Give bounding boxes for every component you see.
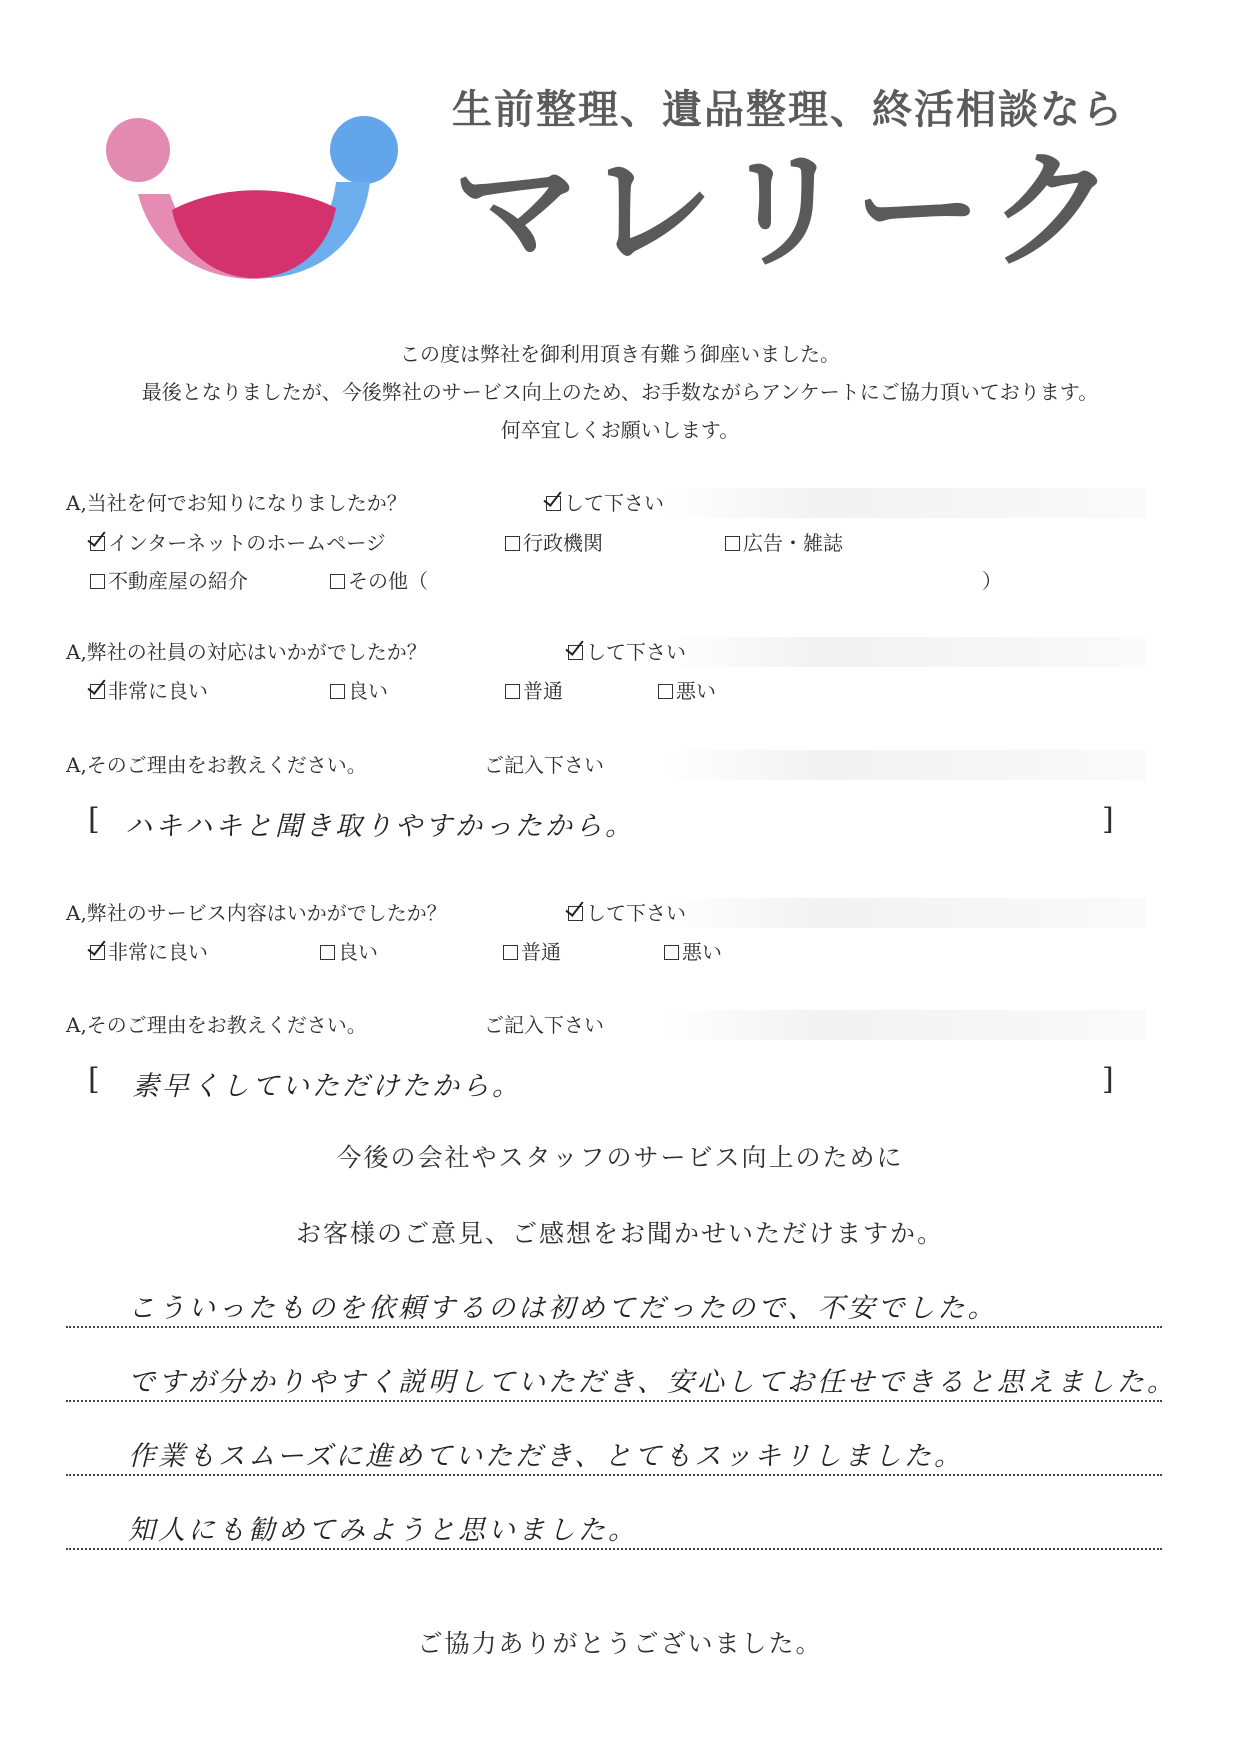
q2-option-bad[interactable]: 悪い xyxy=(658,676,716,706)
question-5 xyxy=(66,1010,1146,1040)
checkbox-icon[interactable] xyxy=(725,536,740,551)
check-hint: して下さい xyxy=(568,637,686,667)
checkbox-icon[interactable] xyxy=(90,945,105,960)
question-text: A,そのご理由をお教えください。 xyxy=(66,1013,367,1037)
checkbox-icon[interactable] xyxy=(658,684,673,699)
feedback-prompt-2: お客様のご意見、ご感想をお聞かせいただけますか。 xyxy=(295,1219,944,1248)
option-government[interactable]: 行政機関 xyxy=(505,528,603,558)
intro-line: 最後となりましたが、今後弊社のサービス向上のため、お手数ながらアンケートにご協力頂いております。 xyxy=(141,380,1099,404)
answer-open-bracket: [ xyxy=(88,1062,100,1097)
question-text: A,そのご理由をお教えください。 xyxy=(66,753,367,777)
q4-option-good[interactable]: 良い xyxy=(320,937,378,967)
feedback-prompt-1: 今後の会社やスタッフのサービス向上のために xyxy=(336,1143,904,1172)
question-3 xyxy=(66,750,1146,780)
answer-close-bracket: ] xyxy=(1102,1062,1114,1097)
brand-name: マレリーク xyxy=(452,137,1123,286)
option-internet[interactable]: インターネットのホームページ xyxy=(90,528,386,558)
write-hint: ご記入下さい xyxy=(484,753,604,777)
logo-blue-dot xyxy=(330,116,398,184)
q2-option-very-good[interactable]: 非常に良い xyxy=(90,676,208,706)
checkbox-icon[interactable] xyxy=(90,536,105,551)
q2-option-good[interactable]: 良い xyxy=(330,676,388,706)
ruled-line xyxy=(66,1548,1162,1550)
option-other[interactable]: その他（ xyxy=(330,566,428,596)
intro-text xyxy=(0,335,1240,449)
intro-line: 何卒宜しくお願いします。 xyxy=(500,418,740,442)
logo-mark xyxy=(100,112,420,292)
feedback-line: こういったものを依頼するのは初めてだったので、不安でした。 xyxy=(128,1293,998,1324)
checkbox-icon[interactable] xyxy=(503,945,518,960)
checkbox-icon[interactable] xyxy=(664,945,679,960)
checkbox-icon xyxy=(568,906,583,921)
answer-close-bracket: ] xyxy=(1102,802,1114,837)
other-close-paren: ） xyxy=(982,569,1002,593)
feedback-line: 知人にも勧めてみようと思いました。 xyxy=(128,1515,638,1546)
write-hint: ご記入下さい xyxy=(484,1013,604,1037)
checkbox-icon[interactable] xyxy=(330,684,345,699)
question-text: A,弊社の社員の対応はいかがでしたか？ xyxy=(66,640,427,664)
feedback-line: 作業もスムーズに進めていただき、とてもスッキリしました。 xyxy=(128,1441,964,1472)
logo-pink-dot xyxy=(106,118,170,182)
answer-text: 素早くしていただけたから。 xyxy=(132,1071,522,1102)
answer-open-bracket: [ xyxy=(88,802,100,837)
checkbox-icon[interactable] xyxy=(330,574,345,589)
checkbox-icon[interactable] xyxy=(505,536,520,551)
checkbox-icon xyxy=(568,645,583,660)
tagline: 生前整理、遺品整理、終活相談なら xyxy=(452,87,1124,133)
question-4 xyxy=(66,898,1146,928)
answer-text: ハキハキと聞き取りやすかったから。 xyxy=(125,811,635,842)
intro-line: この度は弊社を御利用頂き有難う御座いました。 xyxy=(400,342,840,366)
q4-option-bad[interactable]: 悪い xyxy=(664,937,722,967)
question-2 xyxy=(66,637,1146,667)
question-text: A,当社を何でお知りになりましたか？ xyxy=(66,491,407,515)
q4-option-average[interactable]: 普通 xyxy=(503,937,561,967)
option-realestate[interactable]: 不動産屋の紹介 xyxy=(90,566,248,596)
ruled-line xyxy=(66,1326,1162,1328)
checkbox-icon xyxy=(546,496,561,511)
closing-message: ご協力ありがとうございました。 xyxy=(417,1629,823,1658)
ruled-line xyxy=(66,1400,1162,1402)
option-ads[interactable]: 広告・雑誌 xyxy=(725,528,843,558)
feedback-line: ですが分かりやすく説明していただき、安心してお任せできると思えました。 xyxy=(128,1367,1177,1398)
q4-option-very-good[interactable]: 非常に良い xyxy=(90,937,208,967)
check-hint: して下さい xyxy=(568,898,686,928)
checkbox-icon[interactable] xyxy=(320,945,335,960)
ruled-line xyxy=(66,1474,1162,1476)
q2-option-average[interactable]: 普通 xyxy=(505,676,563,706)
check-hint: して下さい xyxy=(546,488,664,518)
checkbox-icon[interactable] xyxy=(90,574,105,589)
checkbox-icon[interactable] xyxy=(90,684,105,699)
question-1 xyxy=(66,488,1146,518)
question-text: A,弊社のサービス内容はいかがでしたか？ xyxy=(66,901,447,925)
checkbox-icon[interactable] xyxy=(505,684,520,699)
